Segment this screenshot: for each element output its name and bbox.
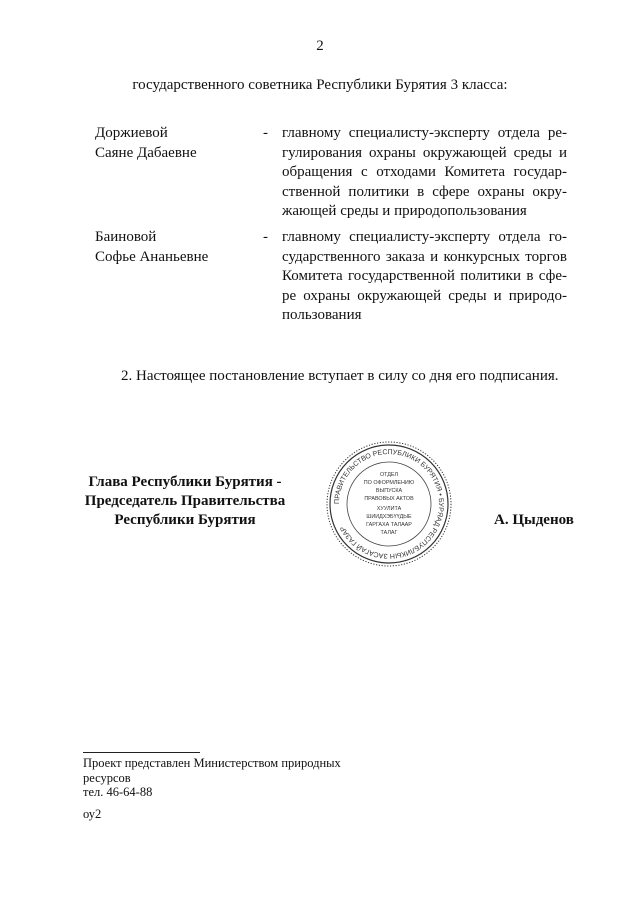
document-code: оу2 [83, 807, 102, 821]
person-name: Доржиевой Саяне Дабаевне [95, 125, 197, 161]
dash: - [263, 229, 268, 245]
svg-text:ГАРГАХА ТАЛААР: ГАРГАХА ТАЛААР [366, 522, 412, 528]
position-description: главному специалисту-эксперту отдела го- сударственного заказа и конкурсных торгов Комитета государственной политики в сфе- ре охраны окружающей среды и природо- пользования [282, 229, 567, 323]
official-seal [325, 440, 453, 568]
seal-ring-text: ПРАВИТЕЛЬСТВО РЕСПУБЛИКИ БУРЯТИЯ • БУРЯАД РЕСПУБЛИКЫН ЗАСАГАЙ ГАЗАР [333, 448, 445, 560]
svg-text:ХУУЛИТА: ХУУЛИТА [376, 506, 402, 512]
dash: - [263, 125, 268, 141]
signatory-title: Глава Республики Бурятия - Председатель Правительства Республики Бурятия [84, 474, 286, 528]
svg-text:ПРАВОВЫХ АКТОВ: ПРАВОВЫХ АКТОВ [364, 496, 414, 502]
intro-line: государственного советника Республики Бурятия 3 класса: [132, 77, 508, 93]
person-name: Баиновой Софье Ананьевне [95, 229, 209, 265]
svg-text:ОТДЕЛ: ОТДЕЛ [379, 472, 399, 478]
svg-text:ШИИДХЭБҮҮДЫЕ: ШИИДХЭБҮҮДЫЕ [366, 514, 412, 520]
svg-text:ТАЛАГ: ТАЛАГ [380, 530, 398, 536]
position-description: главному специалисту-эксперту отдела ре- гулирования охраны окружающей среды и обращения с отходами Комитета государ- ственной политики в сфере охраны окру- жающей среды и природопользования [282, 125, 567, 219]
svg-text:ВЫПУСКА: ВЫПУСКА [375, 488, 403, 494]
paragraph-2: 2. Настоящее постановление вступает в силу со дня его подписания. [121, 368, 559, 384]
page-number: 2 [316, 38, 324, 54]
svg-text:ПО ОФОРМЛЕНИЮ: ПО ОФОРМЛЕНИЮ [363, 480, 415, 486]
footnote: Проект представлен Министерством природных ресурсов тел. 46-64-88 [83, 756, 341, 799]
footnote-divider [83, 752, 200, 753]
signatory-name: А. Цыденов [494, 512, 574, 528]
seal-center-text [364, 472, 415, 536]
